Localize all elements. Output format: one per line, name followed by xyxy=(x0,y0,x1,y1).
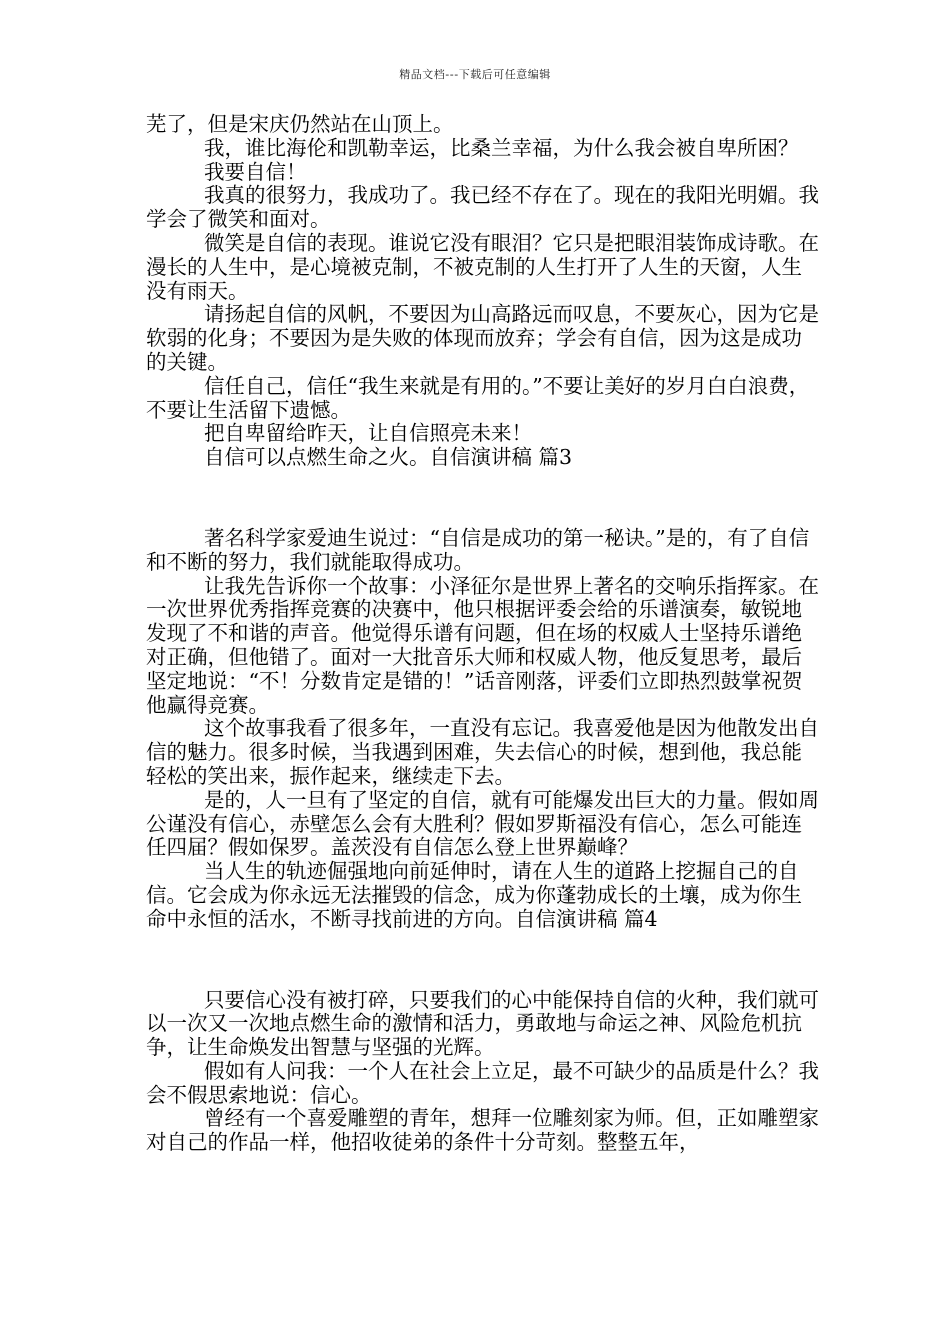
paragraph: 把自卑留给昨天，让自信照亮未来！ xyxy=(204,421,532,446)
paragraph: 请扬起自信的风帆，不要因为山高路远而叹息，不要灰心，因为它是软弱的化身；不要因为是失败的体现而放弃；学会有自信，因为这是成功的关键。 xyxy=(146,302,819,374)
paragraph: 信任自己，信任“我生来就是有用的。”不要让美好的岁月白白浪费，不要让生活留下遗憾。 xyxy=(146,373,810,422)
paragraph: 我真的很努力，我成功了。我已经不存在了。现在的我阳光明媚。我学会了微笑和面对。 xyxy=(146,183,819,232)
paragraph: 当人生的轨迹倔强地向前延伸时，请在人生的道路上挖掘自己的自信。它会成为你永远无法摧毁的信念，成为你蓬勃成长的土壤，成为你生命中永恒的活水，不断寻找前进的方向。自信演讲稿 篇4 xyxy=(146,859,802,931)
document-body xyxy=(146,113,822,1155)
paragraph: 曾经有一个喜爱雕塑的青年，想拜一位雕刻家为师。但，正如雕塑家对自己的作品一样，他招收徒弟的条件十分苛刻。整整五年， xyxy=(146,1106,819,1155)
paragraph: 我要自信！ xyxy=(204,159,307,184)
paragraph: 这个故事我看了很多年，一直没有忘记。我喜爱他是因为他散发出自信的魅力。很多时候，当我遇到困难，失去信心的时候，想到他，我总能轻松的笑出来，振作起来，继续走下去。 xyxy=(146,716,819,788)
page-header: 精品文档---下载后可任意编辑 xyxy=(399,68,551,81)
paragraph: 是的，人一旦有了坚定的自信，就有可能爆发出巨大的力量。假如周公谨没有信心，赤壁怎么会有大胜利？假如罗斯福没有信心，怎么可能连任四届？假如保罗。盖茨没有自信怎么登上世界巅峰？ xyxy=(146,787,819,860)
blank-gap xyxy=(146,470,822,527)
paragraph: 微笑是自信的表现。谁说它没有眼泪？它只是把眼泪装饰成诗歌。在漫长的人生中，是心境被克制，不被克制的人生打开了人生的天窗，人生没有雨天。 xyxy=(146,230,819,303)
paragraph: 只要信心没有被打碎，只要我们的心中能保持自信的火种，我们就可以一次又一次地点燃生命的激情和活力，勇敢地与命运之神、风险危机抗争，让生命焕发出智慧与坚强的光辉。 xyxy=(146,987,819,1060)
blank-gap xyxy=(146,932,822,989)
paragraph: 假如有人问我：一个人在社会上立足，最不可缺少的品质是什么？我会不假思索地说：信心。 xyxy=(146,1058,819,1107)
paragraph: 著名科学家爱迪生说过：“自信是成功的第一秘诀。”是的，有了自信和不断的努力，我们就能取得成功。 xyxy=(146,525,810,574)
paragraph: 我，谁比海伦和凯勒幸运，比桑兰幸福，为什么我会被自卑所困？ xyxy=(204,135,799,160)
paragraph: 让我先告诉你一个故事：小泽征尔是世界上著名的交响乐指挥家。在一次世界优秀指挥竞赛的决赛中，他只根据评委会给的乐谱演奏，敏锐地发现了不和谐的声音。他觉得乐谱有问题，但在场的权威人士坚持乐谱绝对正确，但他错了。面对一大批音乐大师和权威人物，他反复思考，最后坚定地说：“不！分数肯定是错的！”话音刚落，评委们立即热烈鼓掌祝贺他赢得竞赛。 xyxy=(146,573,819,717)
section-heading-line: 自信可以点燃生命之火。自信演讲稿 篇3 xyxy=(204,445,573,470)
paragraph: 芜了，但是宋庆仍然站在山顶上。 xyxy=(146,112,454,136)
